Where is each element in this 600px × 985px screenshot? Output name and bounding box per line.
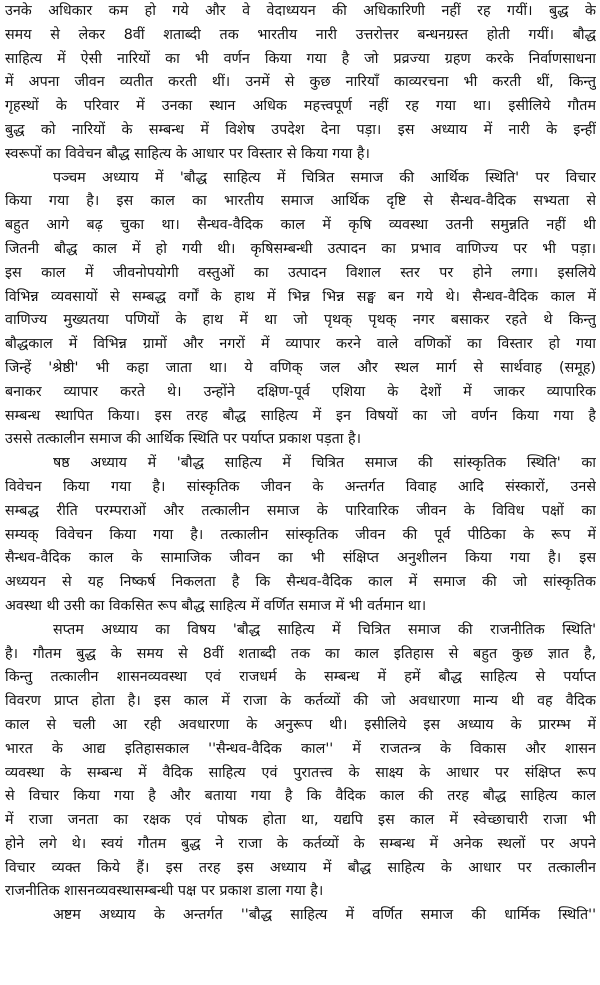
text-line: बुद्ध को नारियों के सम्बन्ध में विशेष उपदेश देना पड़ा। इस अध्याय में नारी के इन्हीं	[5, 121, 596, 138]
text-line: व्यवस्था के सम्बन्ध में वैदिक साहित्य एवं पुरातत्त्व के साक्ष्य के आधार पर संक्षिप्त रूप	[5, 764, 596, 781]
text-line: किन्तु तत्कालीन शासनव्यवस्था एवं राजधर्म के सम्बन्ध में हमें बौद्ध साहित्य से पर्याप्त	[5, 669, 596, 686]
text-line: में अपना जीवन व्यतीत करती थीं। उनमें से कुछ नारियाँ काव्यरचना भी करती थीं, किन्तु	[5, 74, 596, 91]
text-line: राजनीतिक शासनव्यवस्थासम्बन्धी पक्ष पर प्रकाश डाला गया है।	[5, 883, 324, 900]
text-line: किया गया है। इस काल का भारतीय समाज आर्थिक दृष्टि से सैन्धव-वैदिक सभ्यता से	[5, 193, 596, 210]
text-line: विचार व्यक्त किये हैं। इस तरह इस अध्याय में बौद्ध साहित्य के आधार पर तत्कालीन	[5, 859, 596, 876]
chapter-6-heading-line: षष्ठ अध्याय में 'बौद्ध साहित्य में चित्रित समाज की सांस्कृतिक स्थिति' का	[53, 455, 596, 472]
text-line: से विचार किया गया है और बताया गया है कि वैदिक काल की तरह बौद्ध साहित्य काल	[5, 788, 596, 805]
text-line: स्वरूपों का विवेचन बौद्ध साहित्य के आधार पर विस्तार से किया गया है।	[5, 145, 370, 162]
text-line: उससे तत्कालीन समाज की आर्थिक स्थिति पर पर्याप्त प्रकाश पड़ता है।	[5, 431, 362, 448]
chapter-5-heading-line: पञ्चम अध्याय में 'बौद्ध साहित्य में चित्रित समाज की आर्थिक स्थिति' पर विचार	[53, 169, 596, 186]
text-line: भारत के आद्य इतिहासकाल ''सैन्धव-वैदिक काल'' में राजतन्त्र के विकास और शासन	[5, 740, 596, 757]
chapter-7-heading-line: सप्तम अध्याय का विषय 'बौद्ध साहित्य में चित्रित समाज की राजनीतिक स्थिति'	[53, 621, 596, 638]
chapter-8-heading-line: अष्टम अध्याय के अन्तर्गत ''बौद्ध साहित्य में वर्णित समाज की धार्मिक स्थिति''	[53, 907, 596, 924]
text-line: सैन्धव-वैदिक काल के सामाजिक जीवन का भी संक्षिप्त अनुशीलन किया गया है। इस	[5, 550, 596, 567]
text-line: बौद्धकाल में विभिन्न ग्रामों और नगरों में व्यापार करने वाले वणिकों का विस्तार हो गया	[5, 336, 596, 353]
text-line: जिन्हें 'श्रेष्ठी' भी कहा जाता था। ये वणिक् जल और स्थल मार्ग से सार्थवाह (समूह)	[5, 359, 596, 376]
text-line: सम्बन्ध स्थापित किया। इस तरह बौद्ध साहित्य में इन विषयों का जो वर्णन किया गया है	[5, 407, 596, 424]
text-line: उनके अधिकार कम हो गये और वे वेदाध्ययन की अधिकारिणी नहीं रह गयीं। बुद्ध के	[5, 3, 596, 19]
text-line: काल से चली आ रही अवधारणा के अनुरूप थी। इसीलिये इस अध्याय के प्रारम्भ में	[5, 716, 596, 733]
text-line: अध्ययन से यह निष्कर्ष निकलता है कि सैन्धव-वैदिक काल में समाज की जो सांस्कृतिक	[5, 574, 596, 591]
text-line: वाणिज्य मुख्यतया पणियों के हाथ में था जो पृथक् पृथक् नगर बसाकर रहते थे किन्तु	[5, 312, 596, 329]
text-line: बनाकर व्यापार करते थे। उन्होंने दक्षिण-पूर्व एशिया के देशों में जाकर व्यापारिक	[5, 383, 596, 400]
text-line: होने लगे थे। स्वयं गौतम बुद्ध ने राजा के कर्तव्यों के सम्बन्ध में अनेक स्थलों पर अपने	[5, 835, 596, 852]
text-line: गृहस्थों के परिवार में उनका स्थान अधिक महत्त्वपूर्ण नहीं रह गया था। इसीलिये गौतम	[5, 98, 596, 115]
text-line: बहुत आगे बढ़ चुका था। सैन्धव-वैदिक काल में कृषि व्यवस्था उतनी समुन्नति नहीं थी	[5, 217, 596, 234]
text-line: जितनी बौद्ध काल में हो गयी थी। कृषिसम्बन्धी उत्पादन का प्रभाव वाणिज्य पर भी पड़ा।	[5, 240, 596, 257]
text-line: साहित्य में ऐसी नारियों का भी वर्णन किया गया है जो प्रव्रज्या ग्रहण करके निर्वाणसाधना	[5, 50, 596, 67]
text-line: विवेचन किया गया है। सांस्कृतिक जीवन के अन्तर्गत विवाह आदि संस्कारों, उनसे	[5, 478, 596, 495]
text-line: इस काल में जीवनोपयोगी वस्तुओं का उत्पादन विशाल स्तर पर होने लगा। इसलिये	[5, 264, 596, 281]
text-line: विभिन्न व्यवसायों से सम्बद्ध वर्गों के हाथ में भिन्न भिन्न सङ्घ बन गये थे। सैन्धव-वैदिक काल में	[5, 288, 596, 305]
text-line: विवरण प्राप्त होता है। इस काल में राजा के कर्तव्यों की जो अवधारणा मान्य थी वह वैदिक	[5, 693, 596, 710]
text-line: सम्यक् विवेचन किया गया है। तत्कालीन सांस्कृतिक जीवन की पूर्व पीठिका के रूप में	[5, 526, 596, 543]
text-line: अवस्था थी उसी का विकसित रूप बौद्ध साहित्य में वर्णित समाज में भी वर्तमान था।	[5, 597, 427, 614]
text-line: समय से लेकर 8वीं शताब्दी तक भारतीय नारी उत्तरोत्तर बन्धनग्रस्त होती गयीं। बौद्ध	[5, 26, 596, 43]
text-line: में राजा जनता का रक्षक एवं पोषक होता था, यद्यपि इस काल में स्वेच्छाचारी राजा भी	[5, 812, 596, 829]
text-line: सम्बद्ध रीति परम्पराओं और तत्कालीन समाज के पारिवारिक जीवन के विविध पक्षों का	[5, 502, 596, 519]
text-line: है। गौतम बुद्ध के समय से 8वीं शताब्दी तक का काल इतिहास से बहुत कुछ ज्ञात है,	[5, 645, 596, 662]
